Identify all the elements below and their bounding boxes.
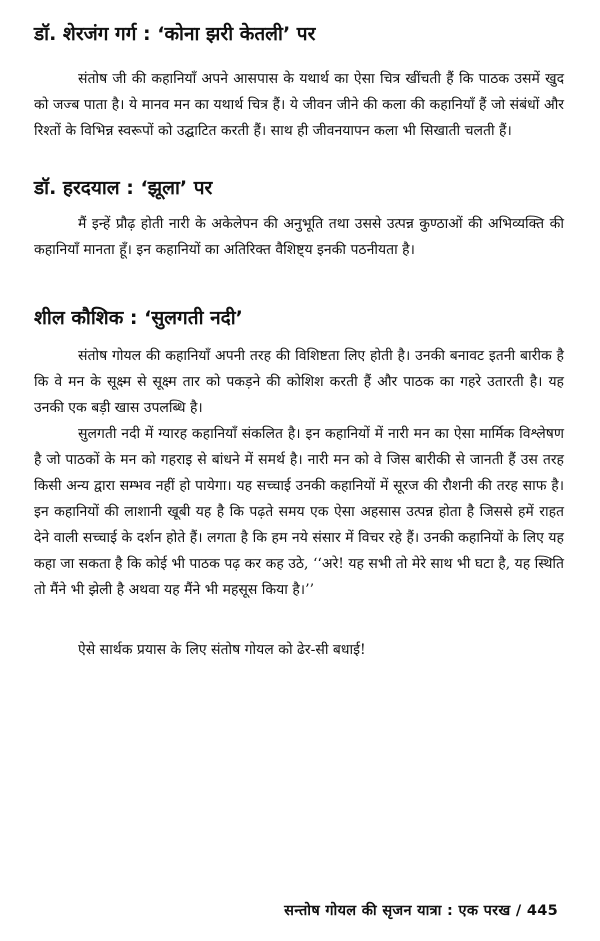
- section-heading-2: डॉ. हरदयाल : ‘झूला’ पर: [34, 177, 213, 199]
- section-1-paragraph-1: संतोष जी की कहानियाँ अपने आसपास के यथार्थ का ऐसा चित्र खींचती हैं कि पाठक उसमें खुद को जज्ब पाता है। ये मानव मन का यथार्थ चित्र हैं। ये जीवन जीने की कला की कहानियाँ हैं जो संबंधों और रिश्तों के विभिन्न स्वरूपों को उद्घाटित करती हैं। साथ ही जीवनयापन कला भी सिखाती चलती हैं।: [34, 71, 564, 139]
- section-2-paragraph-1: मैं इन्हें प्रौढ़ होती नारी के अकेलेपन की अनुभूति तथा उससे उत्पन्न कुण्ठाओं की अभिव्यक्ति की कहानियाँ मानता हूँ। इन कहानियों का अतिरिक्त वैशिष्ट्य इनकी पठनीयता है।: [34, 216, 564, 258]
- section-heading-1: डॉ. शेरजंग गर्ग : ‘कोना झरी केतली’ पर: [34, 23, 316, 45]
- section-3-paragraph-3: ऐसे सार्थक प्रयास के लिए संतोष गोयल को ढेर-सी बधाई!: [78, 642, 366, 658]
- section-3-paragraph-2: सुलगती नदी में ग्यारह कहानियाँ संकलित है। इन कहानियों में नारी मन का ऐसा मार्मिक विश्लेषण है जो पाठकों के मन को गहराइ से बांधने में समर्थ है। नारी मन को वे जिस बारीकी से जानती हैं उस तरह किसी अन्य द्वारा सम्भव नहीं हो पायेगा। यह सच्चाई उनकी कहानियों में सूरज की रौशनी की तरह साफ है। इन कहानियों की लाशानी खूबी यह है कि पढ़ते समय एक ऐसा अहसास उत्पन्न होता है जिससे हमें राहत देने वाली सच्चाई के दर्शन होते हैं। लगता है कि हम नये संसार में विचर रहे हैं। उनकी कहानियों के लिए यह कहा जा सकता है कि कोई भी पाठक पढ़ कर कह उठे, ‘‘अरे! यह सभी तो मेरे साथ भी घटा है, यह स्थिति तो मैंने भी झेली है अथवा यह मैंने भी महसूस किया है।’’: [34, 426, 564, 598]
- section-3-paragraph-1: संतोष गोयल की कहानियाँ अपनी तरह की विशिष्टता लिए होती है। उनकी बनावट इतनी बारीक है कि वे मन के सूक्ष्म से सूक्ष्म तार को पकड़ने की कोशिश करती हैं और पाठक का गहरे उतारती है। यह उनकी एक बड़ी खास उपलब्धि है।: [34, 348, 564, 416]
- section-heading-3: शील कौशिक : ‘सुलगती नदी’: [34, 307, 243, 329]
- page-footer: सन्तोष गोयल की सृजन यात्रा : एक परख / 445: [284, 903, 558, 919]
